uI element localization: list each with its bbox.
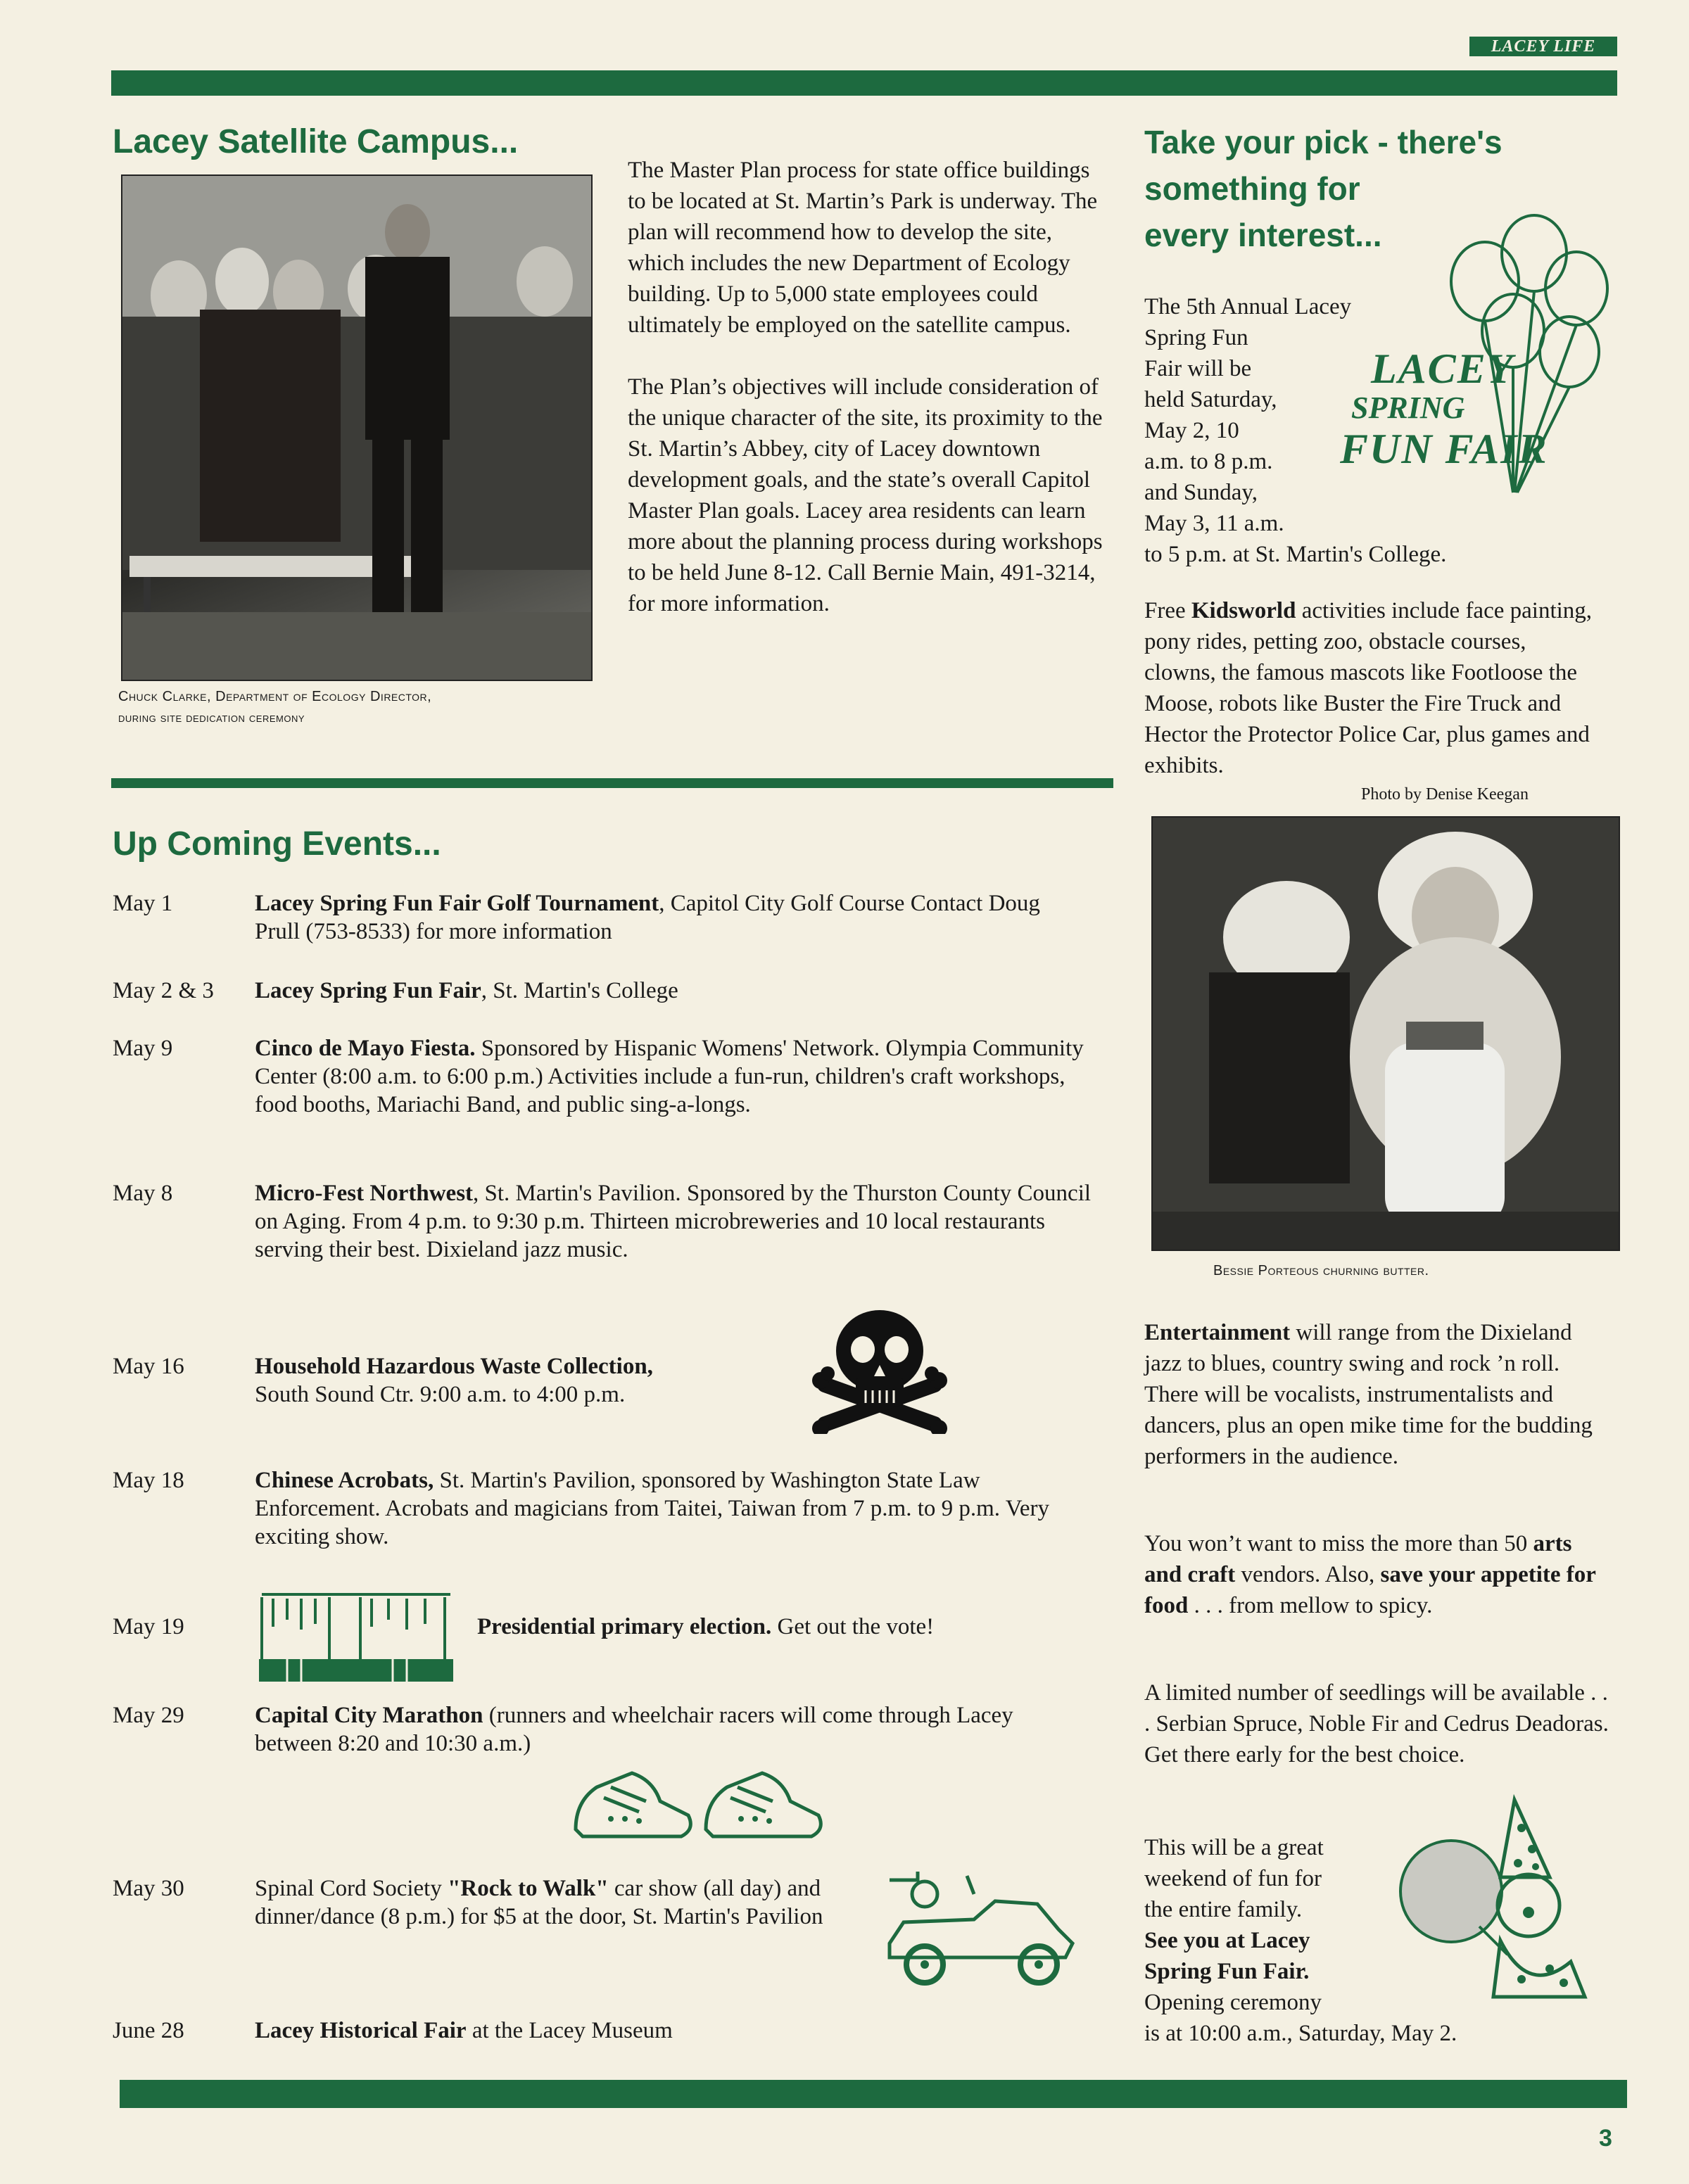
chuck-clarke-photo [121, 174, 593, 681]
events-title: Up Coming Events... [113, 825, 441, 863]
fair-intro-line: and Sunday, [1144, 480, 1258, 505]
event-title: "Rock to Walk" [448, 1876, 609, 1901]
fair-intro-line: Spring Fun [1144, 325, 1248, 350]
fair-intro-line: May 2, 10 [1144, 418, 1239, 443]
event-description [477, 1613, 1111, 1641]
kidsworld-paragraph [1144, 595, 1602, 781]
skull-crossbones-icon [809, 1307, 950, 1434]
clown-icon [1395, 1793, 1613, 2004]
event-title: Lacey Spring Fun Fair [255, 978, 481, 1003]
event-details: car show (all day) and dinner/dance (8 p.m.) for $5 at the door, St. Martin's Pavilion [255, 1876, 823, 1929]
entertainment-text: will range from the Dixieland jazz to blues, country swing and rock ’n roll. There will be vocalists, instrumentalists and dancers, plus an open mike time for the budding performers in the audience. [1144, 1320, 1593, 1469]
event-date: June 28 [113, 2018, 184, 2043]
satellite-paragraph-1: The Master Plan process for state office buildings to be located at St. Martin’s Park is underway. The plan will recommend how to develop the site, which includes the new Department of Ecology building. Up to 5,000 state employees could ultimately be employed on the satellite campus. [628, 158, 1098, 338]
bottom-divider [120, 2080, 1627, 2108]
kidsworld-text: activities include face painting, pony rides, petting zoo, obstacle courses, clowns, the famous mascots like Footloose the Moose, robots like Buster the Fire Truck and Hector the Protector Police Car, plus games and exhibits. [1144, 598, 1593, 778]
voting-booth-icon [259, 1589, 453, 1682]
closing-line: the entire family. [1144, 1897, 1303, 1922]
arts-prefix: You won’t want to miss the more than 50 [1144, 1531, 1533, 1556]
fair-logo-spring: SPRING [1351, 391, 1465, 425]
closing-bold-line2: Spring Fun Fair. [1144, 1959, 1310, 1984]
event-description [255, 2017, 1071, 2045]
fair-intro-line: a.m. to 8 p.m. [1144, 449, 1273, 474]
closing-paragraph [1144, 1832, 1426, 2018]
event-title: Lacey Historical Fair [255, 2018, 467, 2043]
page-number: 3 [1599, 2125, 1612, 2152]
event-details: Get out the vote! [771, 1614, 935, 1639]
event-title: Presidential primary election. [477, 1614, 772, 1639]
event-details: , St. Martin's College [481, 978, 678, 1003]
event-prefix: Spinal Cord Society [255, 1876, 448, 1901]
closing-bold-line1: See you at Lacey [1144, 1928, 1310, 1953]
bessie-photo-caption: Bessie Porteous churning butter. [1213, 1263, 1429, 1278]
event-date: May 2 & 3 [113, 978, 214, 1003]
masthead-brand: LACEY LIFE [1469, 37, 1617, 56]
entertainment-paragraph [1144, 1317, 1609, 1472]
seedlings-paragraph: A limited number of seedlings will be available . . . Serbian Spruce, Noble Fir and Cedrus Deadoras. Get there early for the best choice. [1144, 1680, 1609, 1767]
closing-end-line2: is at 10:00 a.m., Saturday, May 2. [1144, 2021, 1457, 2046]
satellite-body [628, 155, 1113, 650]
event-description [255, 1034, 1092, 1119]
event-details: at the Lacey Museum [466, 2018, 673, 2043]
satellite-paragraph-2: The Plan’s objectives will include consideration of the unique character of the site, its proximity to the St. Martin’s Abbey, city of Lacey downtown development goals, and the state’s overall Capitol Master Plan goals. Lacey area residents can learn more about the planning process during workshops to be held June 8-12. Call Bernie Main, 491-3214, for more information. [628, 374, 1103, 616]
arts-label: arts and craft [1144, 1531, 1572, 1587]
arts-end: . . . from mellow to spicy. [1188, 1593, 1433, 1618]
arts-paragraph [1144, 1528, 1609, 1621]
kidsworld-prefix: Free [1144, 598, 1191, 623]
photo-caption-line1: Chuck Clarke, Department of Ecology Director, [118, 689, 432, 704]
event-date: May 16 [113, 1354, 184, 1379]
fair-title-line2: something for [1144, 170, 1360, 207]
closing-line: This will be a great [1144, 1835, 1324, 1860]
event-date: May 30 [113, 1876, 184, 1901]
fair-intro-line: The 5th Annual Lacey [1144, 294, 1352, 319]
fair-logo-lacey: LACEY [1371, 345, 1514, 392]
event-description [255, 1352, 790, 1409]
closing-end-line1: Opening ceremony [1144, 1990, 1322, 2015]
arts-middle: vendors. Also, [1235, 1562, 1381, 1587]
photo-credit: Photo by Denise Keegan [1361, 785, 1529, 804]
event-date: May 1 [113, 891, 173, 916]
kidsworld-label: Kidsworld [1191, 598, 1296, 623]
event-title: Capital City Marathon [255, 1703, 483, 1728]
event-title: Micro-Fest Northwest [255, 1181, 474, 1206]
event-description [255, 1466, 1092, 1551]
bessie-porteous-photo [1151, 816, 1620, 1251]
event-date: May 19 [113, 1614, 184, 1639]
fair-intro [1144, 291, 1369, 539]
fair-intro-line: Fair will be [1144, 356, 1252, 381]
fair-intro-line: May 3, 11 a.m. [1144, 511, 1284, 536]
event-details: (runners and wheelchair racers will come through Lacey between 8:20 and 10:30 a.m.) [255, 1703, 1013, 1756]
event-title: Household Hazardous Waste Collection, [255, 1354, 653, 1379]
event-date: May 9 [113, 1036, 173, 1061]
satellite-title: Lacey Satellite Campus... [113, 123, 519, 160]
food-label: save your appetite for food [1144, 1562, 1596, 1618]
entertainment-label: Entertainment [1144, 1320, 1291, 1345]
event-description [255, 1874, 874, 1931]
closing-line: weekend of fun for [1144, 1866, 1322, 1891]
event-description [255, 1179, 1092, 1264]
event-title: Lacey Spring Fun Fair Golf Tournament [255, 891, 659, 916]
event-details: St. Martin's Pavilion, sponsored by Washington State Law Enforcement. Acrobats and magicians from Taitei, Taiwan from 7 p.m. to 9 p.m. Very exciting show. [255, 1468, 1050, 1549]
photo-caption-line2: during site dedication ceremony [118, 711, 305, 725]
fair-title-line1: Take your pick - there's [1144, 124, 1503, 160]
event-description [255, 977, 1071, 1005]
mid-divider [111, 778, 1113, 788]
event-title: Chinese Acrobats, [255, 1468, 434, 1493]
event-details: South Sound Ctr. 9:00 a.m. to 4:00 p.m. [255, 1382, 626, 1407]
event-title: Cinco de Mayo Fiesta. [255, 1036, 476, 1061]
fair-intro-last: to 5 p.m. at St. Martin's College. [1144, 542, 1447, 567]
top-divider [111, 70, 1617, 96]
vintage-car-icon [875, 1866, 1080, 1987]
event-date: May 29 [113, 1703, 184, 1728]
event-date: May 8 [113, 1181, 173, 1206]
fair-intro-line: held Saturday, [1144, 387, 1277, 412]
sneakers-icon [569, 1759, 829, 1843]
event-details: , Capitol City Golf Course Contact Doug Prull (753-8533) for more information [255, 891, 1040, 944]
event-description [255, 1701, 1092, 1758]
event-description [255, 889, 1071, 946]
fair-logo-fun-fair: FUN FAIR [1340, 426, 1548, 472]
event-details: Sponsored by Hispanic Womens' Network. Olympia Community Center (8:00 a.m. to 6:00 p.m.) Activities include a fun-run, children's craft workshops, food booths, Mariachi Band, and public sing-a-longs. [255, 1036, 1084, 1117]
fair-title-line3: every interest... [1144, 217, 1382, 253]
event-details: , St. Martin's Pavilion. Sponsored by the Thurston County Council on Aging. From 4 p.m. to 9:30 p.m. Thirteen microbreweries and 10 local restaurants serving their best. Dixieland jazz music. [255, 1181, 1092, 1262]
event-date: May 18 [113, 1468, 184, 1493]
